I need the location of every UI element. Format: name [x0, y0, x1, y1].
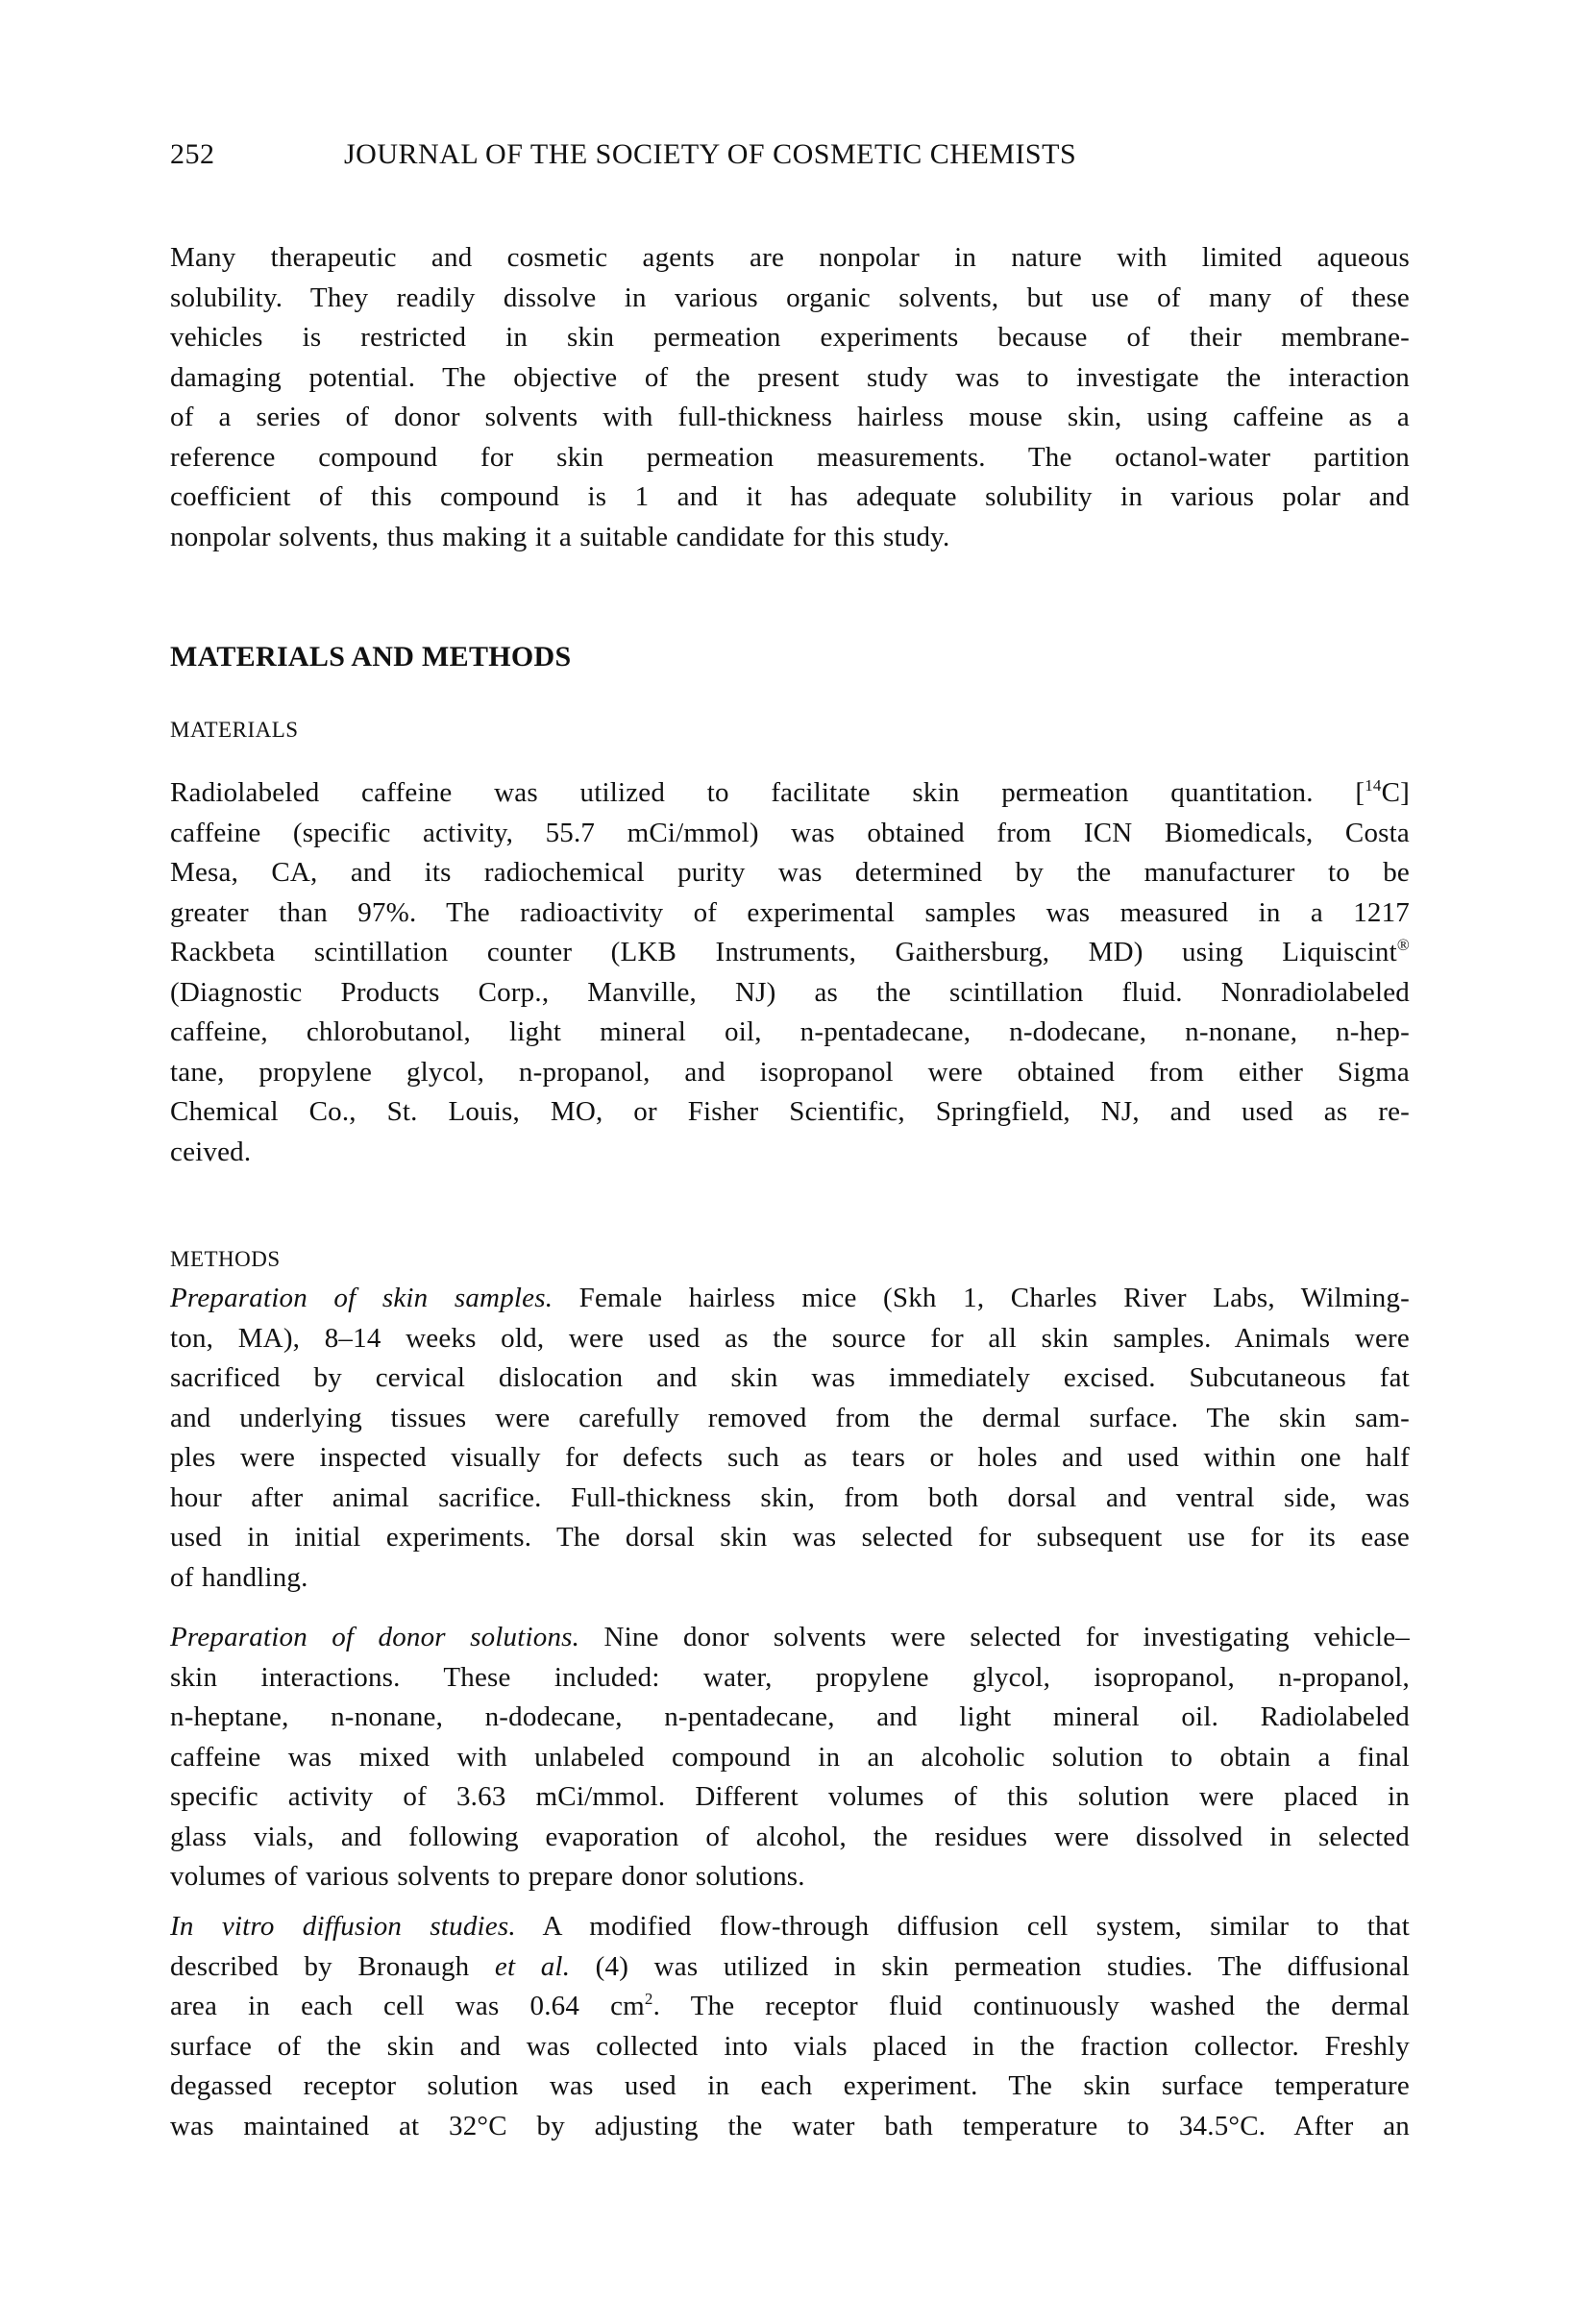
text-line: reference compound for skin permeation measurements. The octanol-water partition: [170, 441, 1410, 473]
text-line: [170, 1987, 1410, 2027]
text-line: [170, 853, 1410, 893]
text-line: Many therapeutic and cosmetic agents are nonpolar in nature with limited aqueous: [170, 242, 1410, 273]
skin-samples-paragraph: [170, 1279, 1410, 1598]
text-line: n-heptane, n-nonane, n-dodecane, n-pentadecane, and light mineral oil. Radiolabeled: [170, 1701, 1410, 1732]
run-in-heading: Preparation of skin samples.: [170, 1283, 553, 1313]
text-line: used in initial experiments. The dorsal skin was selected for subsequent use for its ease: [170, 1522, 1410, 1553]
text-line: skin interactions. These included: water, propylene glycol, isopropanol, n-propanol,: [170, 1661, 1410, 1693]
text-span: (4) was utilized in skin permeation studies. The diffusional: [570, 1950, 1411, 1982]
text-span: caffeine, chlorobutanol, light mineral oil, n-pentadecane, n-dodecane, n-nonane, n-hep-: [170, 1016, 1410, 1047]
text-line: volumes of various solvents to prepare donor solutions.: [170, 1861, 805, 1892]
text-line: ples were inspected visually for defects such as tears or holes and used within one half: [170, 1442, 1410, 1473]
subheading-materials: MATERIALS: [170, 718, 299, 742]
text-span: Rackbeta scintillation counter (LKB Instruments, Gaithersburg, MD) using Liquiscint: [170, 937, 1397, 967]
superscript: 2: [644, 1990, 653, 2008]
text-span: C]: [1381, 777, 1410, 808]
text-line: [170, 1618, 1410, 1658]
text-line: coefficient of this compound is 1 and it has adequate solubility in various polar and: [170, 481, 1410, 512]
run-in-heading: In vitro diffusion studies.: [170, 1911, 516, 1942]
text-line: [170, 1092, 1410, 1133]
text-line: [170, 973, 1410, 1014]
text-line: [170, 1013, 1410, 1053]
run-in-heading: Preparation of donor solutions.: [170, 1622, 580, 1652]
text-line: [170, 1907, 1410, 1947]
text-span: . The receptor fluid continuously washed the dermal: [652, 1991, 1411, 2021]
italic-span: et al.: [494, 1950, 571, 1982]
text-line: caffeine was mixed with unlabeled compound in an alcoholic solution to obtain a final: [170, 1741, 1410, 1773]
text-line: [170, 1279, 1410, 1319]
text-line: vehicles is restricted in skin permeation experiments because of their membrane-: [170, 322, 1410, 353]
text-line: [170, 933, 1410, 973]
text-span: described by Bronaugh: [170, 1950, 495, 1982]
text-span: Mesa, CA, and its radiochemical purity was determined by the manufacturer to be: [170, 857, 1410, 888]
page-number: 252: [170, 138, 215, 170]
text-line: nonpolar solvents, thus making it a suitable candidate for this study.: [170, 521, 950, 552]
text-line: glass vials, and following evaporation of alcohol, the residues were dissolved in selected: [170, 1821, 1410, 1852]
text-span: Nine donor solvents were selected for investigating vehicle–: [579, 1622, 1411, 1652]
text-span: A modified flow-through diffusion cell system, similar to that: [515, 1911, 1411, 1942]
subheading-methods: METHODS: [170, 1247, 281, 1271]
text-line: surface of the skin and was collected into vials placed in the fraction collector. Freshly: [170, 2030, 1410, 2062]
text-span: caffeine (specific activity, 55.7 mCi/mmol) was obtained from ICN Biomedicals, Costa: [170, 817, 1410, 848]
text-line: sacrificed by cervical dislocation and skin was immediately excised. Subcutaneous fat: [170, 1362, 1410, 1393]
intro-paragraph: [170, 238, 1410, 557]
journal-title: JOURNAL OF THE SOCIETY OF COSMETIC CHEMISTS: [344, 138, 1077, 170]
text-line: [170, 773, 1410, 814]
superscript: ®: [1396, 936, 1410, 954]
materials-paragraph: [170, 773, 1410, 1172]
text-line: [170, 1133, 1410, 1173]
text-line: degassed receptor solution was used in each experiment. The skin surface temperature: [170, 2070, 1410, 2101]
text-line: of handling.: [170, 1561, 308, 1593]
text-span: greater than 97%. The radioactivity of experimental samples was measured in a 1217: [170, 896, 1410, 928]
text-span: Chemical Co., St. Louis, MO, or Fisher Scientific, Springfield, NJ, and used as re-: [170, 1096, 1410, 1127]
text-line: was maintained at 32°C by adjusting the water bath temperature to 34.5°C. After an: [170, 2110, 1410, 2141]
text-span: area in each cell was 0.64 cm: [170, 1991, 645, 2021]
text-line: specific activity of 3.63 mCi/mmol. Different volumes of this solution were placed in: [170, 1781, 1410, 1812]
text-line: and underlying tissues were carefully removed from the dermal surface. The skin sam-: [170, 1402, 1410, 1433]
text-span: ceived.: [170, 1136, 252, 1167]
text-line: ton, MA), 8–14 weeks old, were used as the source for all skin samples. Animals were: [170, 1322, 1410, 1354]
text-span: Female hairless mice (Skh 1, Charles River Labs, Wilming-: [553, 1283, 1410, 1313]
diffusion-studies-paragraph: [170, 1907, 1410, 2146]
text-line: solubility. They readily dissolve in various organic solvents, but use of many of these: [170, 281, 1410, 313]
text-line: [170, 893, 1410, 934]
text-line: [170, 814, 1410, 854]
text-line: [170, 1053, 1410, 1093]
section-heading-materials-and-methods: MATERIALS AND METHODS: [170, 641, 572, 673]
donor-solutions-paragraph: [170, 1618, 1410, 1897]
text-line: [170, 1947, 1410, 1988]
running-head: [170, 135, 1410, 175]
text-line: hour after animal sacrifice. Full-thickness skin, from both dorsal and ventral side, was: [170, 1481, 1410, 1513]
text-line: of a series of donor solvents with full-thickness hairless mouse skin, using caffeine as a: [170, 402, 1410, 432]
text-line: damaging potential. The objective of the present study was to investigate the interaction: [170, 361, 1410, 393]
text-span: tane, propylene glycol, n-propanol, and isopropanol were obtained from either Sigma: [170, 1056, 1410, 1088]
text-span: (Diagnostic Products Corp., Manville, NJ) as the scintillation fluid. Nonradiolabeled: [170, 976, 1410, 1008]
superscript: 14: [1365, 776, 1382, 795]
text-span: Radiolabeled caffeine was utilized to facilitate skin permeation quantitation. [: [170, 777, 1365, 808]
